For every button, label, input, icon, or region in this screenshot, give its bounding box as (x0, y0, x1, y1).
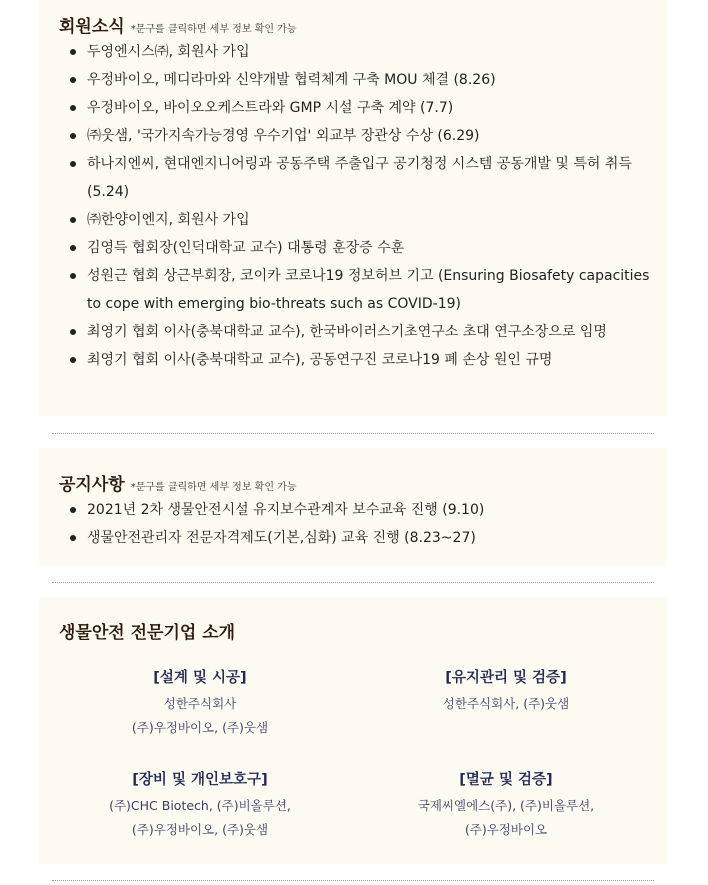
company-line[interactable]: (주)우정바이오, (주)웃샘 (131, 720, 269, 735)
section-divider (52, 433, 654, 434)
category-title: [멸균 및 검증] (459, 772, 553, 788)
notice-item[interactable]: 생물안전관리자 전문자격제도(기본,심화) 교육 진행 (8.23~27) (87, 524, 657, 552)
company-line[interactable]: (주)CHC Biotech, (주)비올루션, (109, 798, 291, 813)
category-design-construction (70, 668, 330, 740)
category-equipment-ppe (70, 770, 330, 842)
news-item[interactable]: ㈜한양이엔지, 회원사 가입 (87, 206, 657, 234)
section-divider (52, 880, 654, 881)
companies-title: 생물안전 전문기업 소개 (59, 623, 236, 643)
news-item[interactable]: 두영엔시스㈜, 회원사 가입 (87, 38, 657, 66)
notices-heading (59, 470, 297, 495)
member-news-note: *문구를 클릭하면 세부 정보 확인 가능 (130, 24, 297, 35)
news-item[interactable]: 우정바이오, 메디라마와 신약개발 협력체계 구축 MOU 체결 (8.26) (87, 66, 657, 94)
category-maintenance-verification (376, 668, 636, 716)
news-item[interactable]: 김영득 협회장(인덕대학교 교수) 대통령 훈장증 수훈 (87, 234, 657, 262)
notice-item[interactable]: 2021년 2차 생물안전시설 유지보수관계자 보수교육 진행 (9.10) (87, 496, 657, 524)
member-news-section (39, 0, 667, 416)
news-item[interactable]: ㈜웃샘, '국가지속가능경영 우수기업' 외교부 장관상 수상 (6.29) (87, 122, 657, 150)
company-line[interactable]: (주)우정바이오, (주)웃샘 (131, 822, 269, 837)
section-divider (52, 582, 654, 583)
news-item[interactable]: 성원근 협회 상근부회장, 코이카 코로나19 정보허브 기고 (Ensuring Biosafety capacities to cope with emerging bio-threats such as COVID-19) (87, 262, 657, 318)
category-title: [설계 및 시공] (153, 670, 247, 686)
company-line[interactable]: 성한주식회사, (주)웃샘 (442, 696, 570, 711)
notices-title: 공지사항 (59, 475, 125, 495)
company-line[interactable]: 국제씨엘에스(주), (주)비올루션, (417, 798, 595, 813)
member-news-title: 회원소식 (59, 17, 125, 37)
notices-section (39, 448, 667, 566)
news-item[interactable]: 우정바이오, 바이오오케스트라와 GMP 시설 구축 계약 (7.7) (87, 94, 657, 122)
companies-section (39, 598, 667, 864)
member-news-heading (59, 12, 297, 37)
notices-list (87, 496, 657, 552)
news-item[interactable]: 하나지엔씨, 현대엔지니어링과 공동주택 주출입구 공기청정 시스템 공동개발 및 특허 취득 (5.24) (87, 150, 657, 206)
company-line[interactable]: (주)우정바이오 (464, 822, 548, 837)
news-item[interactable]: 최영기 협회 이사(충북대학교 교수), 한국바이러스기초연구소 초대 연구소장으로 임명 (87, 318, 657, 346)
category-sterilization-verification (376, 770, 636, 842)
category-title: [유지관리 및 검증] (445, 670, 567, 686)
category-title: [장비 및 개인보호구] (132, 772, 268, 788)
company-line[interactable]: 성한주식회사 (163, 696, 237, 711)
member-news-list (87, 38, 657, 374)
notices-note: *문구를 클릭하면 세부 정보 확인 가능 (130, 482, 297, 493)
news-item[interactable]: 최영기 협회 이사(충북대학교 교수), 공동연구진 코로나19 폐 손상 원인 규명 (87, 346, 657, 374)
